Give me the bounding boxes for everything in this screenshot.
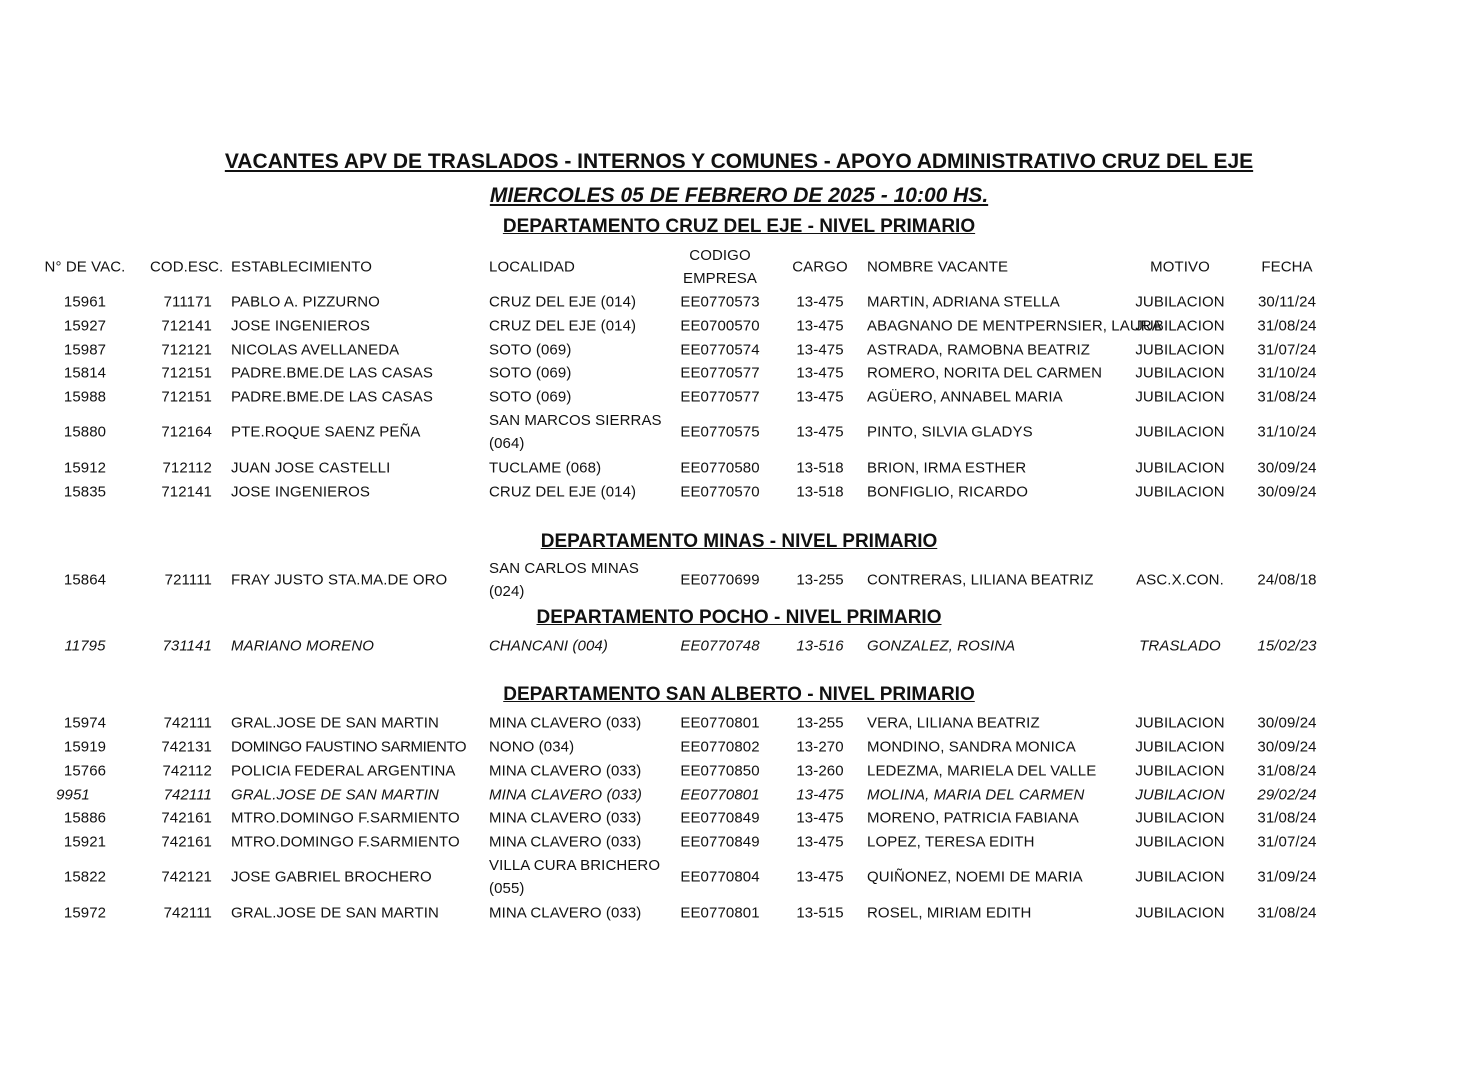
- table-row: [0, 634, 1408, 657]
- cell-loc: MINA CLAVERO (033): [489, 786, 642, 803]
- table-header: [0, 244, 1408, 290]
- cell-fec: 31/07/24: [1257, 833, 1317, 850]
- cell-fec: 31/08/24: [1257, 762, 1317, 779]
- cell-mot: JUBILACION: [1135, 762, 1225, 779]
- cell-emp: EE0770849: [680, 809, 760, 826]
- cell-fec: 31/08/24: [1257, 809, 1317, 826]
- cell-emp: EE0770574: [680, 341, 760, 358]
- cell-num: 15912: [63, 459, 107, 476]
- cell-nom: ROSEL, MIRIAM EDITH: [867, 904, 1032, 921]
- cell-fec: 30/09/24: [1257, 714, 1317, 731]
- cell-loc: SAN MARCOS SIERRAS (064): [489, 412, 662, 452]
- cell-cod: 712112: [162, 459, 212, 476]
- cell-mot: JUBILACION: [1135, 786, 1225, 803]
- cell-est: JOSE INGENIEROS: [231, 483, 371, 500]
- cell-cod: 742111: [163, 786, 212, 803]
- section-title-cruz-del-eje: DEPARTAMENTO CRUZ DEL EJE - NIVEL PRIMARIO: [502, 216, 976, 237]
- cell-num: 15974: [63, 714, 107, 731]
- cell-cod: 712141: [161, 483, 212, 500]
- table-row: [0, 385, 1408, 408]
- cell-car: 13-475: [796, 341, 844, 358]
- cell-mot: JUBILACION: [1135, 364, 1225, 381]
- cell-num: 11795: [64, 637, 106, 654]
- cell-emp: EE0770801: [680, 904, 760, 921]
- cell-emp: EE0770573: [680, 293, 760, 310]
- cell-emp: EE0770748: [680, 637, 760, 654]
- cell-num: 9951: [56, 786, 90, 803]
- cell-nom: LEDEZMA, MARIELA DEL VALLE: [867, 762, 1097, 779]
- cell-nom: MONDINO, SANDRA MONICA: [867, 738, 1076, 755]
- col-header-emp-line2: EMPRESA: [682, 270, 758, 287]
- cell-fec: 15/02/23: [1257, 637, 1317, 654]
- cell-num: 15886: [63, 809, 107, 826]
- section-title-minas: DEPARTAMENTO MINAS - NIVEL PRIMARIO: [540, 531, 938, 552]
- cell-mot: ASC.X.CON.: [1136, 571, 1224, 589]
- cell-emp: EE0770850: [680, 762, 760, 779]
- cell-car: 13-475: [796, 364, 844, 381]
- cell-cod: 712121: [161, 341, 212, 358]
- cell-mot: JUBILACION: [1135, 341, 1225, 358]
- cell-cod: 721111: [164, 571, 212, 589]
- cell-nom: ROMERO, NORITA DEL CARMEN: [867, 364, 1103, 381]
- cell-mot: JUBILACION: [1135, 483, 1225, 500]
- col-header-fec: FECHA: [1261, 258, 1313, 276]
- cell-mot: JUBILACION: [1135, 904, 1225, 921]
- cell-loc: CRUZ DEL EJE (014): [489, 293, 637, 310]
- cell-num: 15822: [63, 868, 107, 886]
- table-row: [0, 901, 1408, 924]
- table-row: [0, 711, 1408, 734]
- cell-cod: 712141: [161, 317, 212, 334]
- cell-mot: JUBILACION: [1135, 293, 1225, 310]
- cell-car: 13-475: [796, 423, 844, 441]
- cell-car: 13-518: [796, 459, 844, 476]
- cell-nom: MORENO, PATRICIA FABIANA: [867, 809, 1079, 826]
- cell-emp: EE0770699: [680, 571, 760, 589]
- cell-loc: MINA CLAVERO (033): [489, 714, 642, 731]
- cell-mot: JUBILACION: [1135, 833, 1225, 850]
- cell-est: PTE.ROQUE SAENZ PEÑA: [231, 423, 421, 441]
- cell-car: 13-518: [796, 483, 844, 500]
- document-date: MIERCOLES 05 DE FEBRERO DE 2025 - 10:00 HS.: [489, 184, 989, 207]
- cell-emp: EE0770577: [680, 388, 760, 405]
- cell-emp: EE0770801: [680, 786, 760, 803]
- cell-fec: 30/09/24: [1257, 738, 1317, 755]
- cell-car: 13-475: [796, 786, 844, 803]
- cell-num: 15927: [63, 317, 107, 334]
- cell-num: 15766: [63, 762, 107, 779]
- cell-fec: 29/02/24: [1257, 786, 1317, 803]
- col-header-mot: MOTIVO: [1150, 258, 1210, 276]
- cell-est: POLICIA FEDERAL ARGENTINA: [231, 762, 456, 779]
- cell-cod: 731141: [162, 637, 212, 654]
- cell-fec: 31/10/24: [1257, 423, 1317, 441]
- cell-num: 15919: [63, 738, 107, 755]
- cell-nom: AGÜERO, ANNABEL MARIA: [867, 388, 1063, 405]
- cell-mot: JUBILACION: [1135, 459, 1225, 476]
- cell-nom: PINTO, SILVIA GLADYS: [867, 423, 1033, 441]
- table-row: [0, 361, 1408, 384]
- cell-emp: EE0770570: [680, 483, 760, 500]
- cell-loc: CRUZ DEL EJE (014): [489, 317, 637, 334]
- cell-fec: 31/09/24: [1257, 868, 1317, 886]
- cell-mot: TRASLADO: [1139, 637, 1221, 654]
- cell-est: MARIANO MORENO: [231, 637, 375, 654]
- col-header-emp-line1: CODIGO: [689, 247, 751, 264]
- cell-cod: 712151: [161, 388, 212, 405]
- cell-car: 13-516: [796, 637, 844, 654]
- table-row: [0, 806, 1408, 829]
- cell-cod: 742111: [163, 714, 212, 731]
- cell-loc: SOTO (069): [489, 388, 572, 405]
- cell-loc: SAN CARLOS MINAS (024): [489, 560, 639, 600]
- cell-emp: EE0770575: [680, 423, 760, 441]
- cell-mot: JUBILACION: [1135, 388, 1225, 405]
- section-title-pocho: DEPARTAMENTO POCHO - NIVEL PRIMARIO: [536, 607, 942, 628]
- cell-emp: EE0770849: [680, 833, 760, 850]
- col-header-num: N° DE VAC.: [44, 258, 126, 276]
- cell-car: 13-255: [796, 571, 844, 589]
- cell-nom: QUIÑONEZ, NOEMI DE MARIA: [867, 868, 1083, 886]
- col-header-est: ESTABLECIMIENTO: [231, 258, 372, 276]
- document-title: VACANTES APV DE TRASLADOS - INTERNOS Y COMUNES - APOYO ADMINISTRATIVO CRUZ DEL EJE: [224, 150, 1254, 173]
- cell-car: 13-270: [796, 738, 844, 755]
- cell-fec: 31/10/24: [1257, 364, 1317, 381]
- table-row: [0, 314, 1408, 337]
- table-row: [0, 830, 1408, 853]
- cell-emp: EE0770577: [680, 364, 760, 381]
- cell-emp: EE0770801: [680, 714, 760, 731]
- cell-num: 15880: [63, 423, 107, 441]
- cell-mot: JUBILACION: [1135, 423, 1225, 441]
- section-title-san-alberto: DEPARTAMENTO SAN ALBERTO - NIVEL PRIMARIO: [503, 684, 975, 705]
- cell-car: 13-475: [796, 868, 844, 886]
- cell-car: 13-255: [796, 714, 844, 731]
- cell-est: JOSE GABRIEL BROCHERO: [231, 868, 432, 886]
- table-row: [0, 338, 1408, 361]
- cell-fec: 31/08/24: [1257, 317, 1317, 334]
- cell-est: GRAL.JOSE DE SAN MARTIN: [231, 786, 439, 803]
- cell-car: 13-260: [796, 762, 844, 779]
- cell-cod: 712164: [161, 423, 212, 441]
- cell-num: 15972: [63, 904, 107, 921]
- cell-est: PABLO A. PIZZURNO: [231, 293, 380, 310]
- cell-est: MTRO.DOMINGO F.SARMIENTO: [231, 833, 460, 850]
- cell-fec: 31/08/24: [1257, 904, 1317, 921]
- cell-num: 15988: [63, 388, 107, 405]
- cell-nom: MARTIN, ADRIANA STELLA: [867, 293, 1060, 310]
- table-row: [0, 409, 1408, 455]
- col-header-cod: COD.ESC.: [150, 258, 224, 276]
- cell-est: NICOLAS AVELLANEDA: [231, 341, 400, 358]
- cell-num: 15835: [63, 483, 107, 500]
- cell-loc: CRUZ DEL EJE (014): [489, 483, 637, 500]
- cell-est: GRAL.JOSE DE SAN MARTIN: [231, 714, 439, 731]
- cell-fec: 30/09/24: [1257, 483, 1317, 500]
- table-row: [0, 456, 1408, 479]
- cell-cod: 742121: [161, 868, 212, 886]
- table-row: [0, 735, 1408, 758]
- cell-emp: EE0770802: [680, 738, 760, 755]
- col-header-loc: LOCALIDAD: [489, 258, 575, 276]
- cell-nom: ABAGNANO DE MENTPERNSIER, LAURA: [867, 317, 1162, 334]
- cell-fec: 30/11/24: [1257, 293, 1317, 310]
- cell-loc: SOTO (069): [489, 341, 572, 358]
- cell-loc: SOTO (069): [489, 364, 572, 381]
- cell-loc: MINA CLAVERO (033): [489, 762, 642, 779]
- cell-nom: VERA, LILIANA BEATRIZ: [867, 714, 1040, 731]
- cell-cod: 742111: [163, 904, 212, 921]
- cell-est: GRAL.JOSE DE SAN MARTIN: [231, 904, 439, 921]
- table-row: [0, 557, 1408, 603]
- cell-nom: BRION, IRMA ESTHER: [867, 459, 1027, 476]
- cell-mot: JUBILACION: [1135, 714, 1225, 731]
- cell-nom: LOPEZ, TERESA EDITH: [867, 833, 1035, 850]
- cell-car: 13-475: [796, 293, 844, 310]
- col-header-nom: NOMBRE VACANTE: [867, 258, 1009, 276]
- cell-loc: NONO (034): [489, 738, 575, 755]
- cell-nom: CONTRERAS, LILIANA BEATRIZ: [867, 571, 1094, 589]
- cell-cod: 711171: [163, 293, 212, 310]
- table-row: [0, 480, 1408, 503]
- cell-car: 13-475: [796, 388, 844, 405]
- cell-cod: 742161: [161, 809, 212, 826]
- cell-loc: VILLA CURA BRICHERO (055): [489, 857, 661, 897]
- cell-loc: TUCLAME (068): [489, 459, 602, 476]
- col-header-car: CARGO: [792, 258, 848, 276]
- cell-fec: 24/08/18: [1257, 571, 1317, 589]
- cell-est: MTRO.DOMINGO F.SARMIENTO: [231, 809, 460, 826]
- cell-cod: 742112: [162, 762, 212, 779]
- cell-nom: GONZALEZ, ROSINA: [867, 637, 1016, 654]
- cell-nom: ASTRADA, RAMOBNA BEATRIZ: [867, 341, 1090, 358]
- table-row: [0, 759, 1408, 782]
- cell-emp: EE0770804: [680, 868, 760, 886]
- cell-est: PADRE.BME.DE LAS CASAS: [231, 364, 433, 381]
- cell-car: 13-475: [796, 317, 844, 334]
- cell-num: 15987: [63, 341, 107, 358]
- cell-emp: EE0700570: [680, 317, 760, 334]
- cell-mot: JUBILACION: [1135, 809, 1225, 826]
- cell-num: 15814: [63, 364, 107, 381]
- cell-cod: 742161: [161, 833, 212, 850]
- cell-mot: JUBILACION: [1135, 317, 1225, 334]
- table-row: [0, 854, 1408, 900]
- cell-mot: JUBILACION: [1135, 868, 1225, 886]
- cell-cod: 742131: [161, 738, 212, 755]
- cell-loc: MINA CLAVERO (033): [489, 833, 642, 850]
- cell-est: DOMINGO FAUSTINO SARMIENTO: [231, 738, 467, 755]
- cell-num: 15921: [63, 833, 107, 850]
- table-row: [0, 783, 1408, 806]
- cell-fec: 31/08/24: [1257, 388, 1317, 405]
- cell-loc: MINA CLAVERO (033): [489, 809, 642, 826]
- cell-num: 15961: [63, 293, 107, 310]
- table-row: [0, 290, 1408, 313]
- col-header-emp: [672, 244, 768, 290]
- cell-emp: EE0770580: [680, 459, 760, 476]
- cell-fec: 30/09/24: [1257, 459, 1317, 476]
- cell-num: 15864: [63, 571, 107, 589]
- cell-car: 13-515: [796, 904, 844, 921]
- cell-mot: JUBILACION: [1135, 738, 1225, 755]
- cell-est: PADRE.BME.DE LAS CASAS: [231, 388, 433, 405]
- cell-loc: CHANCANI (004): [489, 637, 608, 654]
- cell-car: 13-475: [796, 833, 844, 850]
- cell-est: JOSE INGENIEROS: [231, 317, 371, 334]
- cell-nom: BONFIGLIO, RICARDO: [867, 483, 1028, 500]
- cell-est: FRAY JUSTO STA.MA.DE ORO: [231, 571, 448, 589]
- cell-nom: MOLINA, MARIA DEL CARMEN: [867, 786, 1085, 803]
- cell-fec: 31/07/24: [1257, 341, 1317, 358]
- cell-cod: 712151: [161, 364, 212, 381]
- cell-car: 13-475: [796, 809, 844, 826]
- cell-loc: MINA CLAVERO (033): [489, 904, 642, 921]
- cell-est: JUAN JOSE CASTELLI: [231, 459, 391, 476]
